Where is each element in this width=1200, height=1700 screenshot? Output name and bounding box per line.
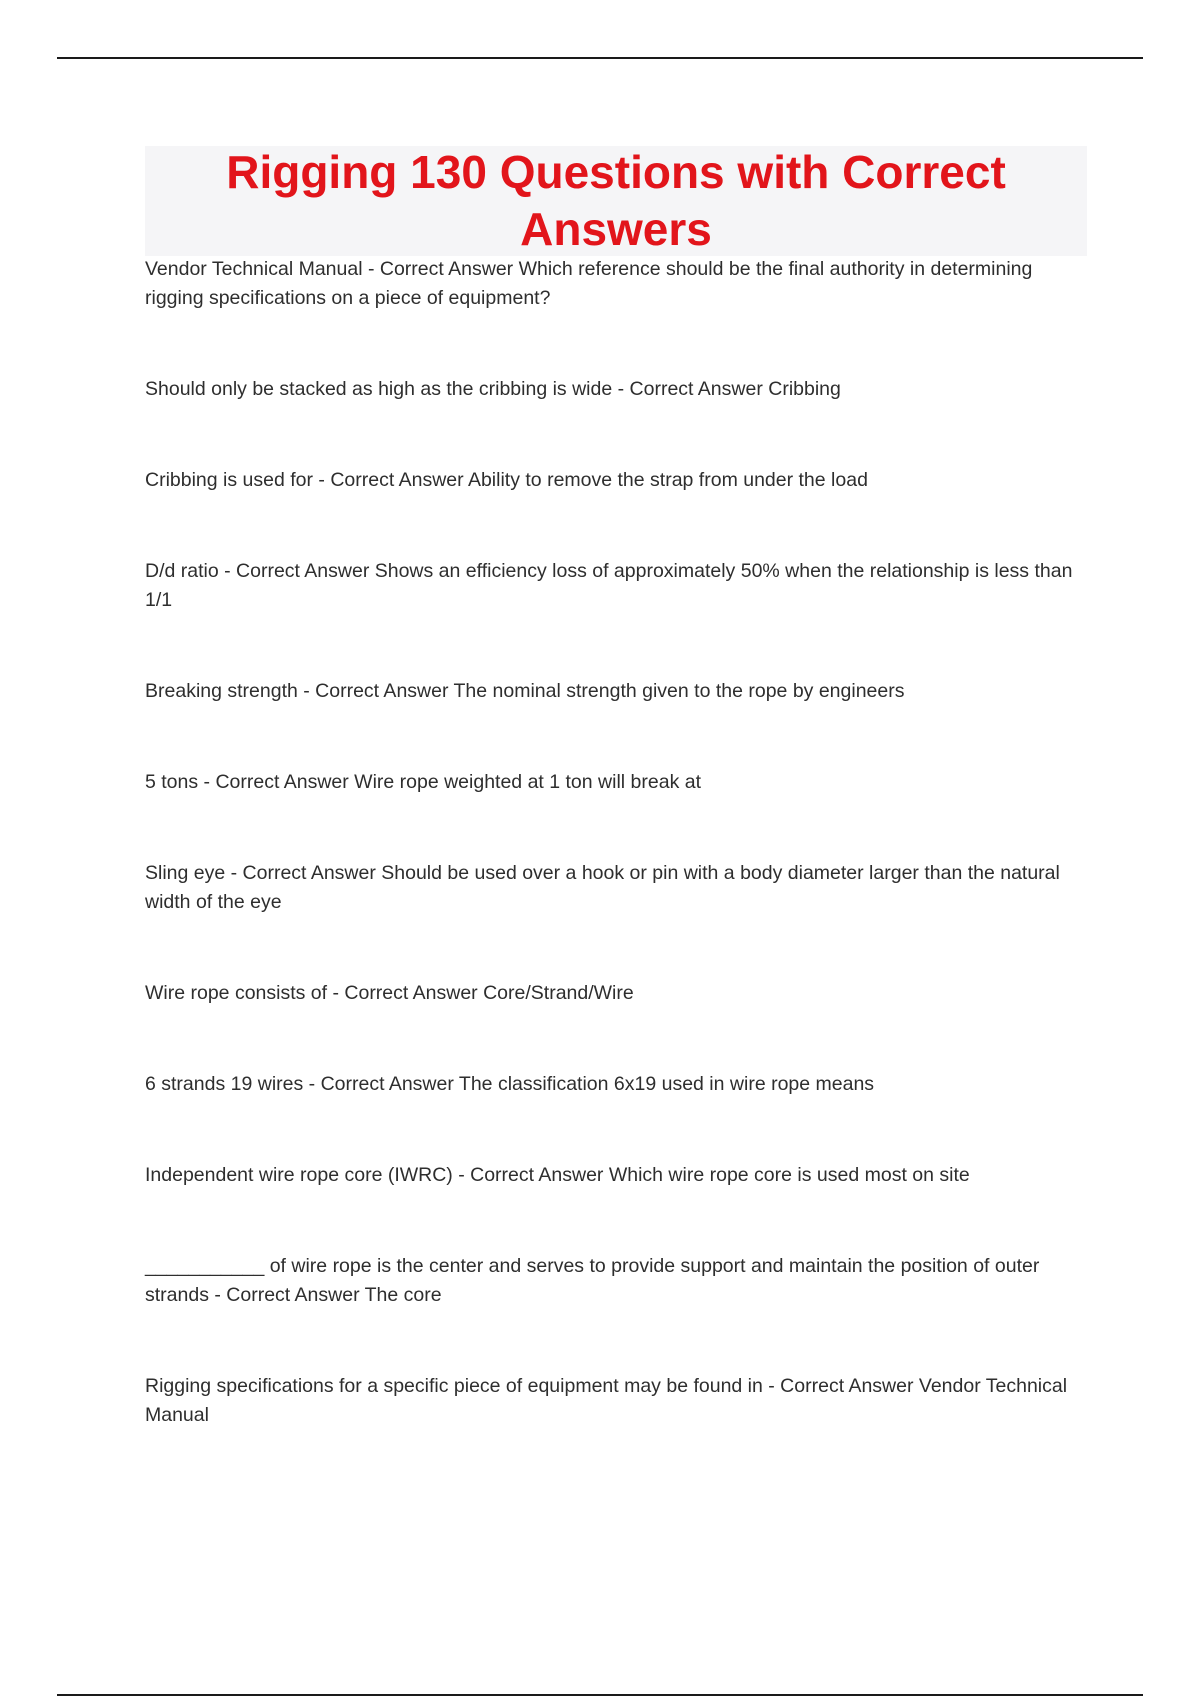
qa-item: Vendor Technical Manual - Correct Answer Which reference should be the final authority in determining rigging specifications on a piece of equipment? (145, 258, 1033, 309)
qa-list (145, 255, 1095, 1492)
footer-rule (57, 1694, 1143, 1696)
page-title: Rigging 130 Questions with Correct Answers (226, 146, 1006, 255)
qa-item: Cribbing is used for - Correct Answer Ability to remove the strap from under the load (145, 469, 868, 491)
qa-item: 5 tons - Correct Answer Wire rope weighted at 1 ton will break at (145, 771, 701, 793)
qa-item: Breaking strength - Correct Answer The nominal strength given to the rope by engineers (145, 680, 905, 702)
qa-item: 6 strands 19 wires - Correct Answer The classification 6x19 used in wire rope means (145, 1073, 875, 1095)
qa-item: D/d ratio - Correct Answer Shows an efficiency loss of approximately 50% when the relationship is less than 1/1 (145, 560, 1073, 611)
header-rule (57, 57, 1143, 59)
title-banner (145, 146, 1087, 256)
qa-item: ___________ of wire rope is the center and serves to provide support and maintain the position of outer strands - Correct Answer The core (145, 1255, 1040, 1306)
qa-item: Sling eye - Correct Answer Should be used over a hook or pin with a body diameter larger than the natural width of the eye (145, 862, 1060, 913)
qa-item: Independent wire rope core (IWRC) - Correct Answer Which wire rope core is used most on site (145, 1164, 970, 1186)
qa-item: Rigging specifications for a specific piece of equipment may be found in - Correct Answer Vendor Technical Manual (145, 1375, 1068, 1426)
qa-item: Should only be stacked as high as the cribbing is wide - Correct Answer Cribbing (145, 378, 841, 400)
qa-item: Wire rope consists of - Correct Answer Core/Strand/Wire (145, 982, 634, 1004)
